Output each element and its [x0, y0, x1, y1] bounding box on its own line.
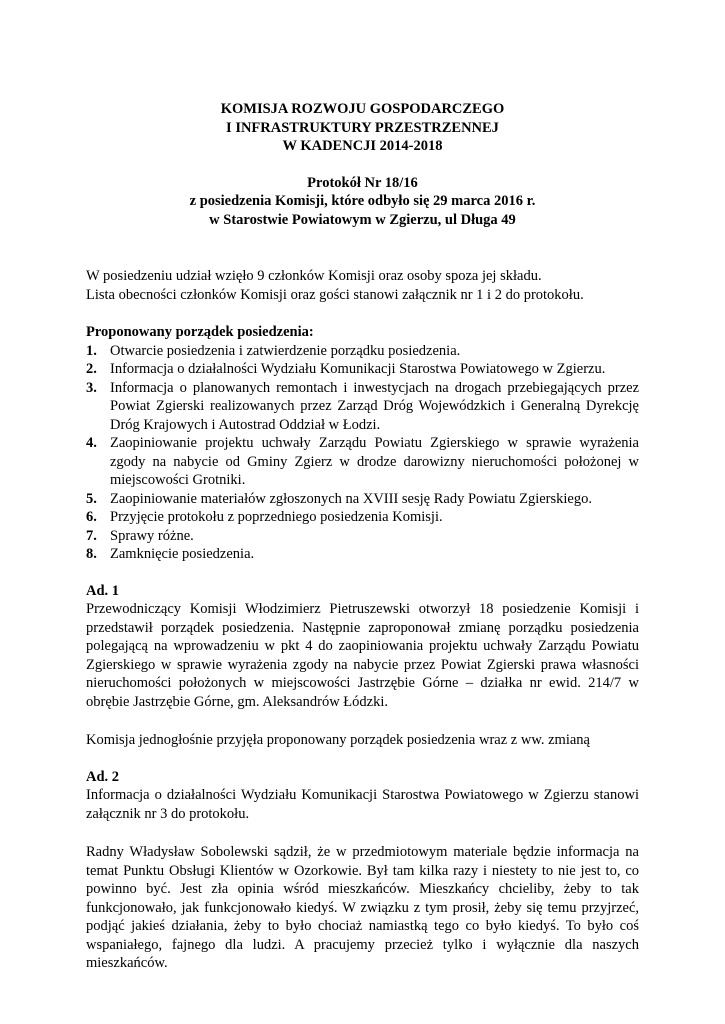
agenda-item-text: Sprawy różne. [110, 527, 194, 544]
agenda-item-text: Zaopiniowanie materiałów zgłoszonych na XVIII sesję Rady Powiatu Zgierskiego. [110, 490, 592, 507]
committee-header [86, 100, 639, 156]
attendance-line-2: Lista obecności członków Komisji oraz gości stanowi załącznik nr 1 i 2 do protokołu. [86, 286, 584, 303]
agenda-item-text: Zaopiniowanie projektu uchwały Zarządu Powiatu Zgierskiego w sprawie wyrażenia zgody na nabycie od Gminy Zgierz w drodze darowizny nieruchomości położonej w miejscowości Grotniki. [110, 435, 639, 488]
agenda-item [86, 508, 639, 527]
agenda-item-number: 8. [86, 546, 97, 562]
protocol-subtitle-place: w Starostwie Powiatowym w Zgierzu, ul Długa 49 [209, 211, 516, 228]
agenda-item-text: Przyjęcie protokołu z poprzedniego posiedzenia Komisji. [110, 509, 443, 525]
header-line-3: W KADENCJI 2014-2018 [282, 138, 443, 154]
agenda-item-text: Zamknięcie posiedzenia. [110, 546, 255, 562]
agenda-item [86, 545, 639, 564]
header-line-1: KOMISJA ROZWOJU GOSPODARCZEGO [220, 101, 505, 117]
ad2-paragraph-1: Informacja o działalności Wydziału Komunikacji Starostwa Powiatowego w Zgierzu stanowi załącznik nr 3 do protokołu. [86, 787, 639, 822]
agenda-item-number: 5. [86, 490, 97, 507]
agenda-item-number: 7. [86, 527, 97, 544]
agenda-item-number: 6. [86, 509, 97, 525]
agenda-item [86, 434, 639, 490]
protocol-subtitle-date: z posiedzenia Komisji, które odbyło się 29 marca 2016 r. [189, 193, 536, 209]
agenda-item [86, 342, 639, 361]
agenda-item-number: 1. [86, 342, 97, 359]
agenda-item-text: Otwarcie posiedzenia i zatwierdzenie porządku posiedzenia. [110, 342, 461, 359]
ad1-paragraph-2: Komisja jednogłośnie przyjęła proponowany porządek posiedzenia wraz z ww. zmianą [86, 732, 590, 748]
agenda-item [86, 527, 639, 546]
protocol-title: Protokół Nr 18/16 [307, 174, 418, 191]
agenda-list [86, 342, 639, 564]
ad1-heading: Ad. 1 [86, 582, 120, 599]
attendance-line-1: W posiedzeniu udział wzięło 9 członków Komisji oraz osoby spoza jej składu. [86, 268, 542, 284]
agenda-item-number: 2. [86, 361, 97, 377]
agenda-item [86, 379, 639, 435]
agenda-item-number: 3. [86, 379, 97, 396]
protocol-heading [86, 174, 639, 230]
agenda-item-text: Informacja o planowanych remontach i inwestycjach na drogach przebiegających przez Powiat Zgierski realizowanych przez Zarząd Dróg Wojewódzkich i Generalną Dyrekcję Dróg Krajowych i Autostrad Oddział w Łodzi. [110, 379, 639, 433]
agenda-title: Proponowany porządek posiedzenia: [86, 324, 314, 340]
ad1-paragraph-1: Przewodniczący Komisji Włodzimierz Pietruszewski otworzył 18 posiedzenie Komisji i przedstawił porządek posiedzenia. Następnie zaproponował zmianę porządku posiedzenia polegającą na wprowadzeniu w pkt 4 do zaopiniowania projektu uchwały Zarządu Powiatu Zgierskiego w sprawie wyrażenia zgody na nabycie przez Powiat Zgierski prawa własności nieruchomości położonych w miejscowości Jastrzębie Górne – działka nr ewid. 214/7 w obrębie Jastrzębie Górne, gm. Aleksandrów Łódzki. [86, 601, 639, 710]
agenda-item [86, 490, 639, 509]
ad2-heading: Ad. 2 [86, 768, 120, 785]
agenda-item-text: Informacja o działalności Wydziału Komunikacji Starostwa Powiatowego w Zgierzu. [110, 361, 606, 377]
attendance-section [86, 267, 639, 304]
header-line-2: I INFRASTRUKTURY PRZESTRZENNEJ [226, 119, 499, 136]
ad2-paragraph-2: Radny Władysław Sobolewski sądził, że w przedmiotowym materiale będzie informacja na temat Punktu Obsługi Klientów w Ozorkowie. Był tam kilka razy i niestety to nie jest to, co powinno być. Jest zła opinia wśród mieszkańców. Mieszkańcy chcieliby, żeby to tak funkcjonowało, jak funkcjonowało kiedyś. W związku z tym prosił, żeby się temu przyjrzeć, podjąć jakieś działania, żeby to było chociaż namiastką tego co było kiedyś. To było coś wspaniałego, fajnego dla ludzi. A pracujemy przecież tylko i wyłącznie dla naszych mieszkańców. [86, 844, 639, 971]
agenda-item-number: 4. [86, 435, 97, 451]
agenda-item [86, 360, 639, 379]
